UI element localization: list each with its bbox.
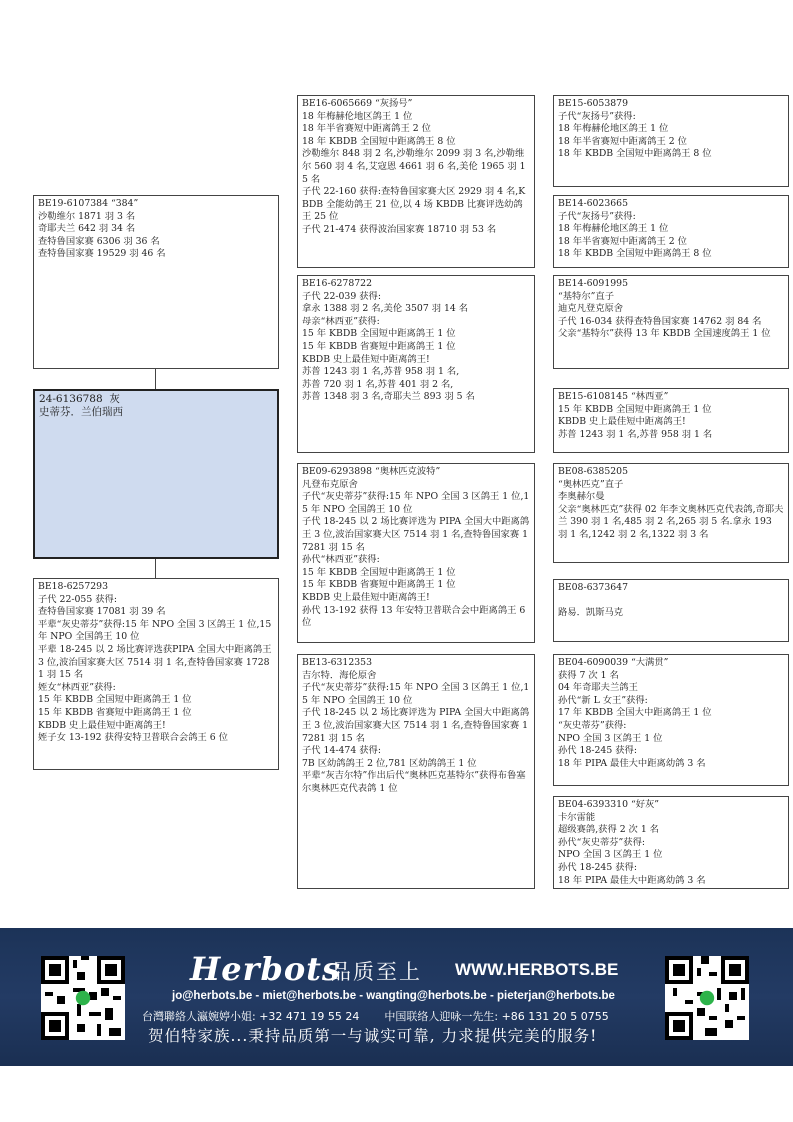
pedigree-line: “基特尔”直子 <box>558 290 614 302</box>
qr-code-right[interactable] <box>665 956 749 1040</box>
qr-icon <box>665 956 749 1040</box>
pedigree-line: 子代 21-474 获得波治国家赛 18710 羽 53 名 <box>302 223 497 235</box>
pedigree-line: 孙代 13-192 获得 13 年安特卫普联合会中距离鸽王 6 位 <box>302 604 529 629</box>
pedigree-line: 子代“灰扬号”获得: <box>558 210 636 222</box>
pedigree-line: 姪女“林西亚”获得: <box>38 681 116 693</box>
pedigree-line: 7B 区幼鸽鸽王 2 位,781 区幼鸽鸽王 1 位 <box>302 757 477 769</box>
subject-box <box>33 389 279 559</box>
contact-phones <box>142 1008 609 1024</box>
pedigree-line: 17 年 KBDB 全国大中距离鸽王 1 位 <box>558 707 712 719</box>
pedigree-line: 18 年 PIPA 最佳大中距离幼鸽 3 名 <box>558 757 706 769</box>
pedigree-line: 查特鲁国家赛 17081 羽 39 名 <box>38 606 166 618</box>
qr-code-left[interactable] <box>41 956 125 1040</box>
pedigree-line: 苏普 1348 羽 3 名,奇耶夫兰 893 羽 5 名 <box>302 391 475 403</box>
pedigree-line: BE08-6385205 <box>558 466 628 477</box>
pedigree-line: 孙代“新 L 女王”获得: <box>558 694 648 706</box>
pedigree-line: 子代 18-245 以 2 场比赛评选为 PIPA 全国大中距离鸽王 3 位,波治国家赛大区 7514 羽 1 名,查特鲁国家赛 17281 羽 15 名 <box>302 516 530 553</box>
pedigree-line: 18 年梅赫伦地区鸽王 1 位 <box>558 223 669 235</box>
ddd-box <box>553 796 789 889</box>
pedigree-line: KBDB 史上最佳短中距离鸽王! <box>302 591 430 603</box>
pedigree-line: 子代 18-245 以 2 场比赛评选为 PIPA 全国大中距离鸽王 3 位,波治国家赛大区 7514 羽 1 名,查特鲁国家赛 17281 羽 15 名 <box>302 707 530 744</box>
sire-dam-box <box>297 275 535 453</box>
pedigree-line: 18 年半省赛短中距离鸽王 2 位 <box>558 235 687 247</box>
pedigree-line: 15 年 KBDB 全国短中距离鸽王 1 位 <box>302 566 456 578</box>
sire-box <box>33 195 279 369</box>
pedigree-line: KBDB 史上最佳短中距离鸽王! <box>38 719 166 731</box>
pedigree-line: BE09-6293898 “奥林匹克波特” <box>302 466 441 477</box>
sire-sire-box <box>297 95 535 268</box>
sdd-box <box>553 388 789 453</box>
brand-logo: Herbots <box>190 950 341 988</box>
pedigree-line: 18 年 KBDB 全国短中距离鸽王 8 位 <box>558 248 712 260</box>
motto: 贺伯特家族...秉持品质第一与诚实可靠, 力求提供完美的服务! <box>148 1027 598 1045</box>
pedigree-line: KBDB 史上最佳短中距离鸽王! <box>558 416 686 428</box>
pedigree-line: 获得 7 次 1 名 <box>558 669 619 681</box>
pedigree-line: 史蒂芬．兰伯瑞西 <box>39 406 123 418</box>
pedigree-line: 24-6136788 灰 <box>39 393 120 405</box>
pedigree-line: 平辈“灰史蒂芬”获得:15 年 NPO 全国 3 区鸽王 1 位,15 年 NPO 全国鸽王 10 位 <box>38 618 275 643</box>
pedigree-line: 子代“灰扬号”获得: <box>558 110 636 122</box>
pedigree-line: BE13-6312353 <box>302 657 372 668</box>
dds-box <box>553 654 789 786</box>
pedigree-line: NPO 全国 3 区鸽王 1 位 <box>558 849 663 861</box>
pedigree-line: 18 年 PIPA 最佳大中距离幼鸽 3 名 <box>558 874 706 886</box>
pedigree-line: 吉尔特．海伦原舍 <box>302 669 377 681</box>
pedigree-line: 18 年 KBDB 全国短中距离鸽王 8 位 <box>558 148 712 160</box>
pedigree-line: BE08-6373647 <box>558 582 628 593</box>
pedigree-line: BE15-6053879 <box>558 98 628 109</box>
pedigree-line: 查特鲁国家赛 6306 羽 36 名 <box>38 235 160 247</box>
connector-line <box>155 558 156 578</box>
pedigree-line: KBDB 史上最佳短中距离鸽王! <box>302 353 430 365</box>
pedigree-line: 凡登布克原舍 <box>302 478 358 490</box>
pedigree-line: 15 年 KBDB 全国短中距离鸽王 1 位 <box>38 694 192 706</box>
pedigree-line: 拿永 1388 羽 2 名,美伦 3507 羽 14 名 <box>302 303 469 315</box>
pedigree-line: “奥林匹克”直子 <box>558 478 624 490</box>
connector-line <box>155 368 156 390</box>
contact-china: 中国联络人迎咏一先生: +86 131 20 5 0755 <box>384 1010 609 1023</box>
dam-sire-box <box>297 463 535 643</box>
pedigree-line: 卡尔雷能 <box>558 811 596 823</box>
website-link[interactable]: WWW.HERBOTS.BE <box>455 960 619 979</box>
pedigree-line: 子代“灰史蒂芬”获得:15 年 NPO 全国 3 区鸽王 1 位,15 年 NPO 全国鸽王 10 位 <box>302 491 530 515</box>
pedigree-line: 子代 14-474 获得: <box>302 745 381 757</box>
pedigree-line: 子代 22-160 获得:查特鲁国家赛大区 2929 羽 4 名,KBDB 全能幼鸽王 21 位,以 4 场 KBDB 比赛评选幼鸽王 25 位 <box>302 186 526 223</box>
email-addresses[interactable]: jo@herbots.be - miet@herbots.be - wangting@herbots.be - pieterjan@herbots.be <box>172 990 615 1002</box>
pedigree-line: “灰史蒂芬”获得: <box>558 719 627 731</box>
pedigree-line: 李奥赫尔曼 <box>558 491 605 503</box>
pedigree-line: 姪子女 13-192 获得安特卫普联合会鸽王 6 位 <box>38 732 228 744</box>
slogan: 品质至上 <box>330 960 422 984</box>
pedigree-line <box>558 595 784 608</box>
sss-box <box>553 95 789 187</box>
pedigree-line: 孙代“灰史蒂芬”获得: <box>558 836 646 848</box>
pedigree-line: 平辈“灰吉尔特”作出后代“奥林匹克基特尔”获得布鲁塞尔奥林匹克代表鸽 1 位 <box>302 770 526 794</box>
pedigree-line: BE04-6090039 “大满贯” <box>558 657 669 668</box>
pedigree-line: 父亲“奥林匹克”获得 02 年李文奥林匹克代表鸽,奇耶夫兰 390 羽 1 名,485 羽 2 名,265 羽 5 名.拿永 193 羽 1 名,1242 羽 2 名,1322 羽 3 名 <box>558 503 784 540</box>
dsd-box <box>553 579 789 642</box>
pedigree-line: 子代 16-034 获得查特鲁国家赛 14762 羽 84 名 <box>558 315 762 327</box>
pedigree-line: 18 年梅赫伦地区鸽王 1 位 <box>558 123 669 135</box>
pedigree-line: BE14-6023665 <box>558 198 628 209</box>
pedigree-line: 子代 22-039 获得: <box>302 290 381 302</box>
footer-banner <box>0 928 793 1066</box>
pedigree-line: 18 年半省赛短中距离鸽王 2 位 <box>558 135 687 147</box>
pedigree-line: 子代 22-055 获得: <box>38 593 117 605</box>
pedigree-line: 孙代 18-245 获得: <box>558 745 637 757</box>
pedigree-line: NPO 全国 3 区鸽王 1 位 <box>558 732 663 744</box>
pedigree-line: BE19-6107384 “384” <box>38 198 139 209</box>
pedigree-line: 母亲“林西亚”获得: <box>302 315 380 327</box>
pedigree-line: 18 年 KBDB 全国短中距离鸽王 8 位 <box>302 135 456 147</box>
pedigree-line: 沙勒维尔 1871 羽 3 名 <box>38 210 136 222</box>
pedigree-line: BE16-6065669 “灰扬号” <box>302 98 413 109</box>
pedigree-line: 15 年 KBDB 省赛短中距离鸽王 1 位 <box>302 579 456 591</box>
pedigree-line: 18 年半省赛短中距离鸽王 2 位 <box>302 123 431 135</box>
pedigree-line: 子代“灰史蒂芬”获得:15 年 NPO 全国 3 区鸽王 1 位,15 年 NPO 全国鸽王 10 位 <box>302 682 530 706</box>
pedigree-line: 迪克凡登克原舍 <box>558 303 624 315</box>
pedigree-line: 15 年 KBDB 全国短中距离鸽王 1 位 <box>558 403 712 415</box>
pedigree-line: 平辈 18-245 以 2 场比赛评选获PIPA 全国大中距离鸽王 3 位,波治国家赛大区 7514 羽 1 名,查特鲁国家赛 17281 羽 15 名 <box>38 643 275 681</box>
dam-box <box>33 578 279 770</box>
dam-dam-box <box>297 654 535 889</box>
pedigree-line: BE04-6393310 “好灰” <box>558 799 660 810</box>
pedigree-line: 15 年 KBDB 省赛短中距离鸽王 1 位 <box>38 706 192 718</box>
dss-box <box>553 463 789 563</box>
sds-box <box>553 275 789 369</box>
pedigree-line: 苏普 720 羽 1 名,苏普 401 羽 2 名, <box>302 378 454 390</box>
pedigree-line: 奇耶夫兰 642 羽 34 名 <box>38 223 136 235</box>
pedigree-line: 沙勒维尔 848 羽 2 名,沙勒维尔 2099 羽 3 名,沙勒维尔 560 羽 4 名,艾寇恩 4661 羽 6 名,美伦 1965 羽 15 名 <box>302 148 526 185</box>
pedigree-line: 孙代“林西亚”获得: <box>302 554 380 566</box>
pedigree-line: 孙代 18-245 获得: <box>558 861 637 873</box>
pedigree-line: BE14-6091995 <box>558 278 628 289</box>
pedigree-line: 苏普 1243 羽 1 名,苏普 958 羽 1 名, <box>302 366 460 378</box>
pedigree-line: 查特鲁国家赛 19529 羽 46 名 <box>38 248 166 260</box>
contact-taiwan: 台灣聯絡人瀛婉婷小姐: +32 471 19 55 24 <box>142 1010 360 1023</box>
pedigree-line: 父亲“基特尔”获得 13 年 KBDB 全国速度鸽王 1 位 <box>558 328 771 340</box>
pedigree-line: 15 年 KBDB 省赛短中距离鸽王 1 位 <box>302 340 456 352</box>
ssd-box <box>553 195 789 268</box>
pedigree-line: 04 年奇耶夫兰鸽王 <box>558 682 638 694</box>
pedigree-line: BE15-6108145 “林西亚” <box>558 391 669 402</box>
pedigree-line: 18 年梅赫伦地区鸽王 1 位 <box>302 110 413 122</box>
pedigree-line: BE18-6257293 <box>38 581 108 592</box>
qr-icon <box>41 956 125 1040</box>
pedigree-line: BE16-6278722 <box>302 278 372 289</box>
pedigree-line: 路易．凯斯马克 <box>558 607 624 619</box>
pedigree-line: 超级赛鸽,获得 2 次 1 名 <box>558 824 659 836</box>
pedigree-line: 苏普 1243 羽 1 名,苏普 958 羽 1 名 <box>558 428 713 440</box>
pedigree-line: 15 年 KBDB 全国短中距离鸽王 1 位 <box>302 328 456 340</box>
